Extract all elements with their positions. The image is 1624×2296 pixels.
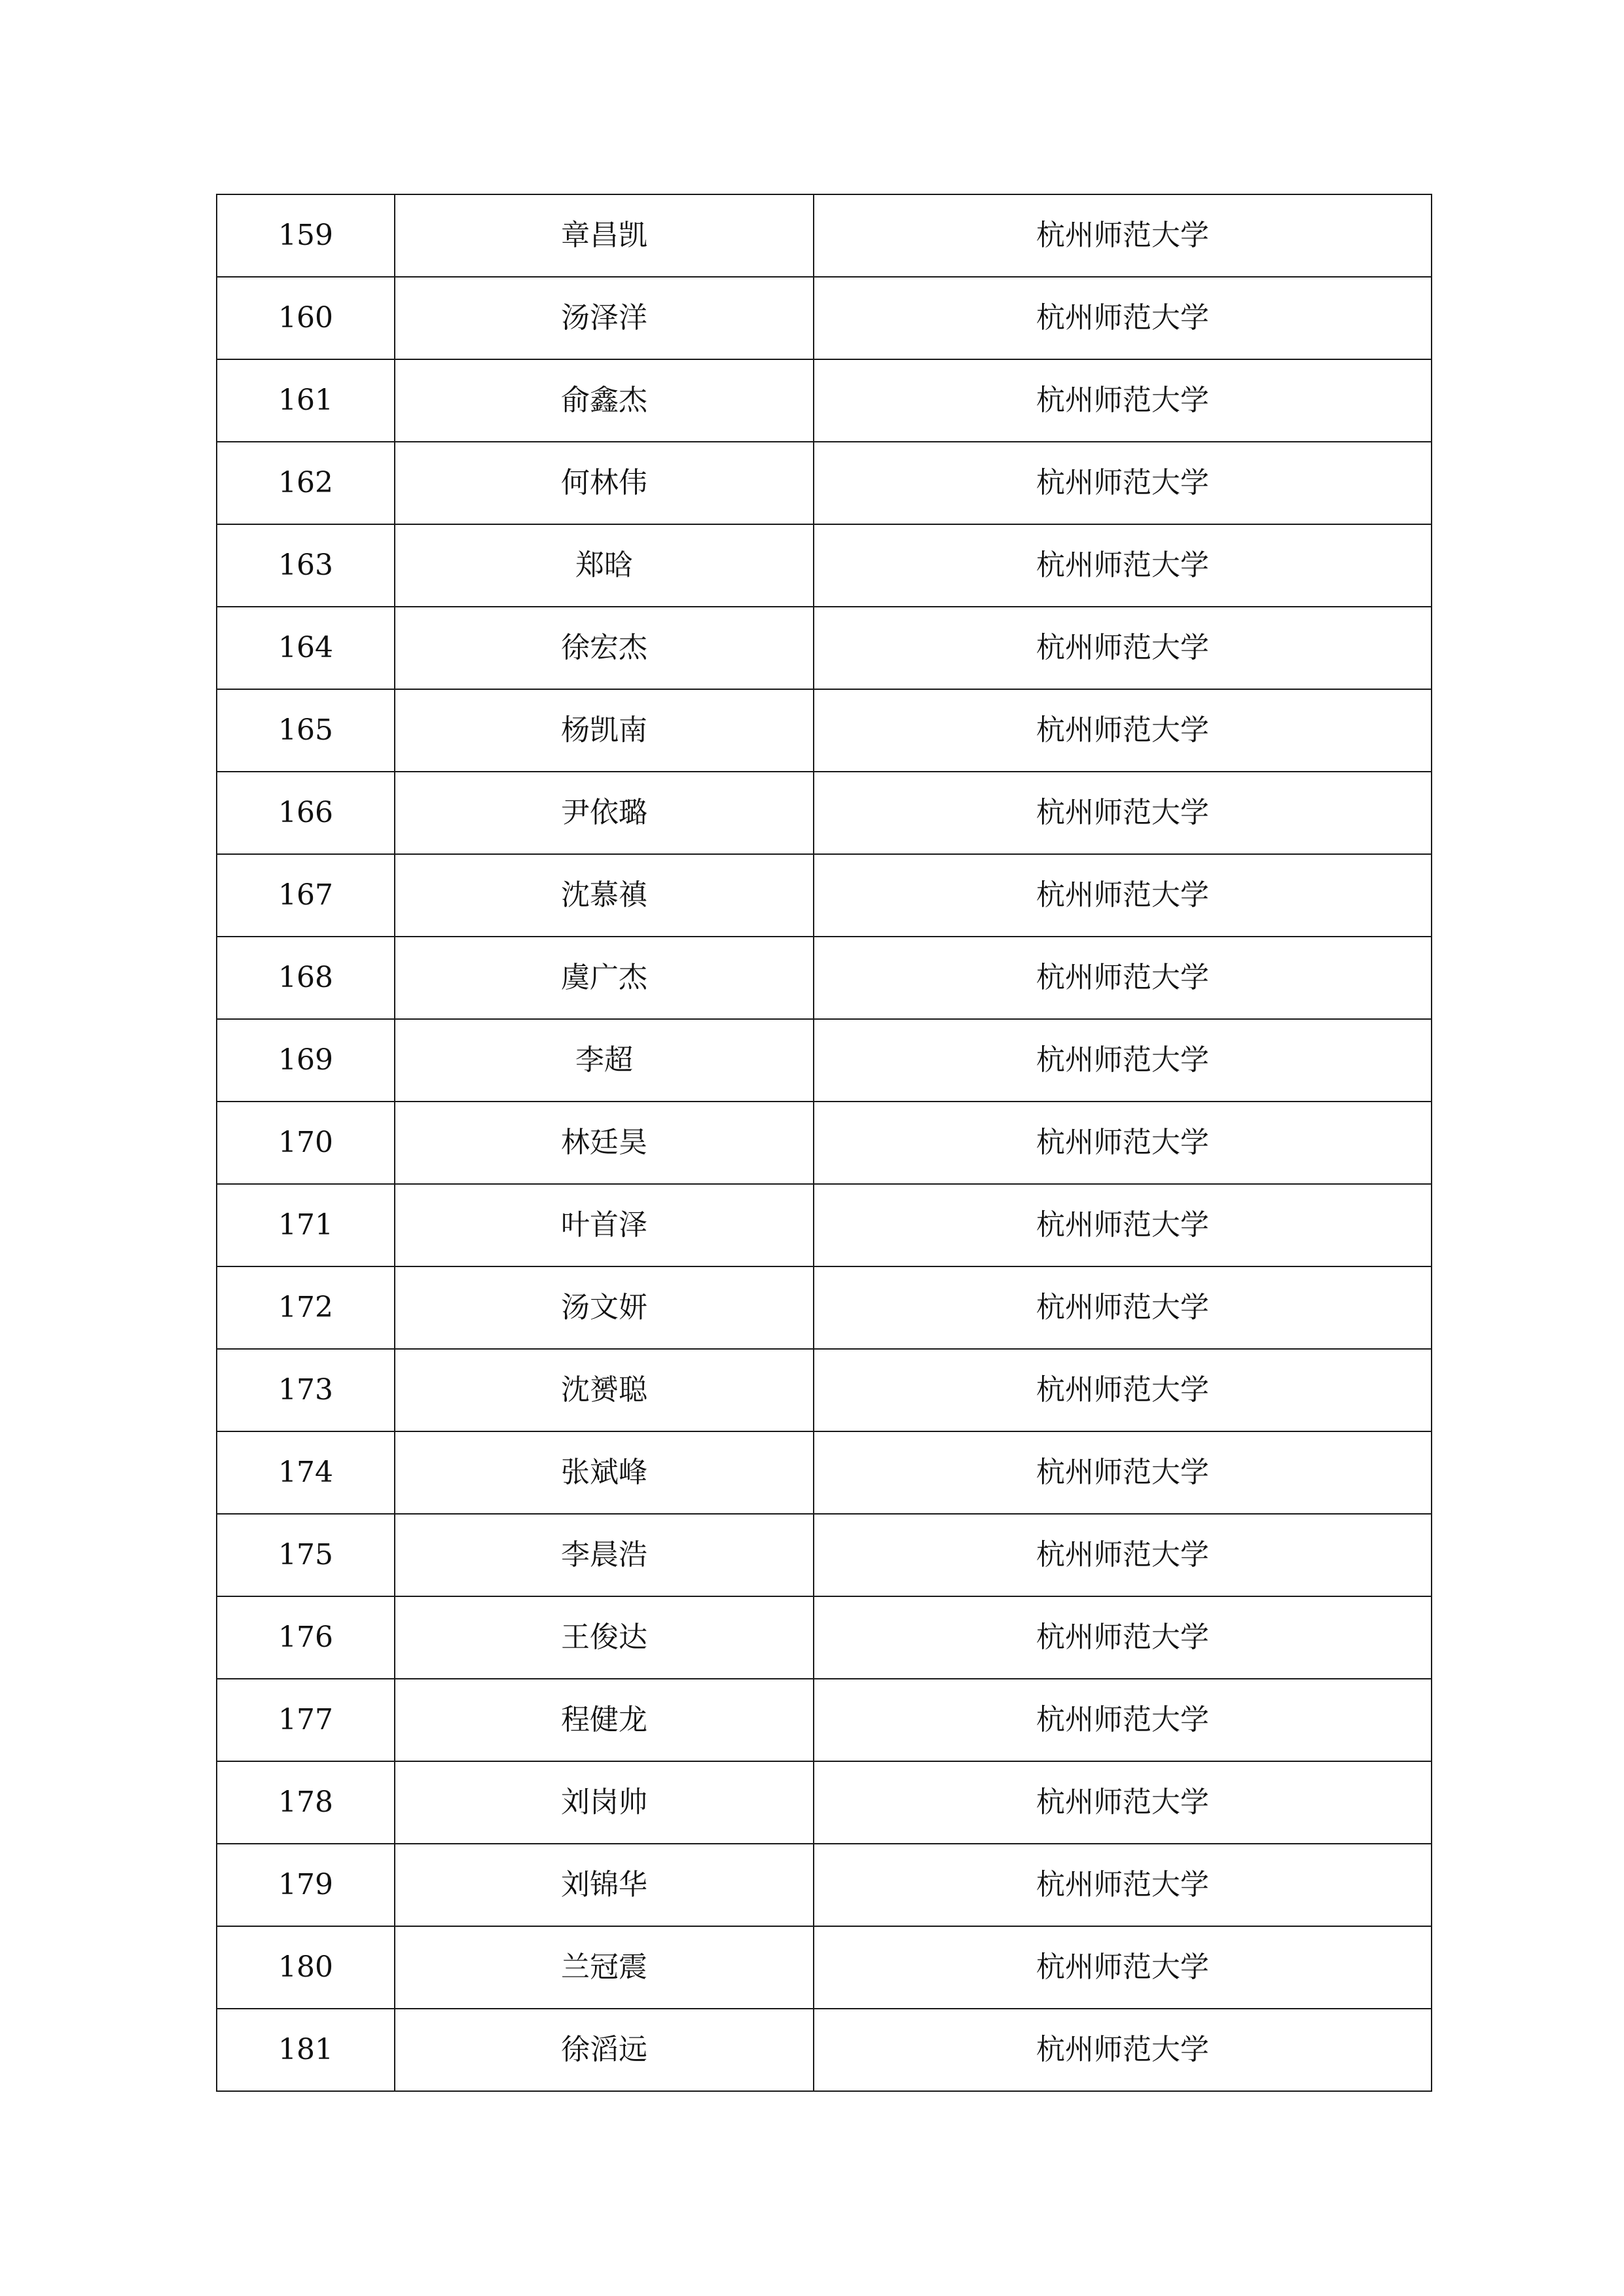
row-number: 180 bbox=[217, 1926, 395, 2009]
student-name: 张斌峰 bbox=[395, 1431, 814, 1514]
school-name: 杭州师范大学 bbox=[814, 1349, 1432, 1431]
student-name: 俞鑫杰 bbox=[395, 359, 814, 442]
row-number: 170 bbox=[217, 1102, 395, 1184]
student-name: 李超 bbox=[395, 1019, 814, 1102]
table-row bbox=[217, 1596, 1432, 1679]
school-name: 杭州师范大学 bbox=[814, 359, 1432, 442]
school-name: 杭州师范大学 bbox=[814, 1431, 1432, 1514]
school-name: 杭州师范大学 bbox=[814, 277, 1432, 359]
student-name: 刘岗帅 bbox=[395, 1761, 814, 1844]
table-row bbox=[217, 1019, 1432, 1102]
student-name: 程健龙 bbox=[395, 1679, 814, 1761]
student-name: 徐宏杰 bbox=[395, 607, 814, 689]
row-number: 165 bbox=[217, 689, 395, 772]
table-row bbox=[217, 194, 1432, 277]
table-row bbox=[217, 937, 1432, 1019]
school-name: 杭州师范大学 bbox=[814, 772, 1432, 854]
student-name: 何林伟 bbox=[395, 442, 814, 524]
row-number: 178 bbox=[217, 1761, 395, 1844]
row-number: 162 bbox=[217, 442, 395, 524]
student-name: 叶首泽 bbox=[395, 1184, 814, 1266]
school-name: 杭州师范大学 bbox=[814, 2009, 1432, 2091]
row-number: 172 bbox=[217, 1266, 395, 1349]
school-name: 杭州师范大学 bbox=[814, 607, 1432, 689]
school-name: 杭州师范大学 bbox=[814, 1596, 1432, 1679]
row-number: 166 bbox=[217, 772, 395, 854]
student-name: 沈赟聪 bbox=[395, 1349, 814, 1431]
school-name: 杭州师范大学 bbox=[814, 442, 1432, 524]
school-name: 杭州师范大学 bbox=[814, 937, 1432, 1019]
row-number: 173 bbox=[217, 1349, 395, 1431]
school-name: 杭州师范大学 bbox=[814, 1844, 1432, 1926]
table-row bbox=[217, 1679, 1432, 1761]
school-name: 杭州师范大学 bbox=[814, 194, 1432, 277]
table-row bbox=[217, 1761, 1432, 1844]
table-row bbox=[217, 524, 1432, 607]
student-name: 徐滔远 bbox=[395, 2009, 814, 2091]
student-name: 尹依璐 bbox=[395, 772, 814, 854]
roster-table bbox=[216, 194, 1432, 2092]
school-name: 杭州师范大学 bbox=[814, 1102, 1432, 1184]
table-row bbox=[217, 1266, 1432, 1349]
school-name: 杭州师范大学 bbox=[814, 1266, 1432, 1349]
school-name: 杭州师范大学 bbox=[814, 689, 1432, 772]
row-number: 160 bbox=[217, 277, 395, 359]
school-name: 杭州师范大学 bbox=[814, 1019, 1432, 1102]
school-name: 杭州师范大学 bbox=[814, 1679, 1432, 1761]
table-row bbox=[217, 1102, 1432, 1184]
roster-body bbox=[217, 194, 1432, 2091]
school-name: 杭州师范大学 bbox=[814, 1184, 1432, 1266]
table-row bbox=[217, 1431, 1432, 1514]
table-row bbox=[217, 277, 1432, 359]
student-name: 杨凯南 bbox=[395, 689, 814, 772]
table-row bbox=[217, 1514, 1432, 1596]
row-number: 175 bbox=[217, 1514, 395, 1596]
row-number: 169 bbox=[217, 1019, 395, 1102]
table-row bbox=[217, 359, 1432, 442]
student-name: 刘锦华 bbox=[395, 1844, 814, 1926]
table-row bbox=[217, 772, 1432, 854]
school-name: 杭州师范大学 bbox=[814, 1926, 1432, 2009]
student-name: 兰冠震 bbox=[395, 1926, 814, 2009]
table-row bbox=[217, 607, 1432, 689]
school-name: 杭州师范大学 bbox=[814, 524, 1432, 607]
student-name: 章昌凯 bbox=[395, 194, 814, 277]
table-row bbox=[217, 1349, 1432, 1431]
table-row bbox=[217, 1926, 1432, 2009]
row-number: 163 bbox=[217, 524, 395, 607]
table-row bbox=[217, 1184, 1432, 1266]
row-number: 181 bbox=[217, 2009, 395, 2091]
row-number: 168 bbox=[217, 937, 395, 1019]
student-name: 汤文妍 bbox=[395, 1266, 814, 1349]
student-name: 郑晗 bbox=[395, 524, 814, 607]
table-row bbox=[217, 442, 1432, 524]
school-name: 杭州师范大学 bbox=[814, 854, 1432, 937]
table-row bbox=[217, 854, 1432, 937]
table-row bbox=[217, 689, 1432, 772]
row-number: 174 bbox=[217, 1431, 395, 1514]
row-number: 171 bbox=[217, 1184, 395, 1266]
row-number: 179 bbox=[217, 1844, 395, 1926]
student-name: 王俊达 bbox=[395, 1596, 814, 1679]
table-row bbox=[217, 2009, 1432, 2091]
row-number: 167 bbox=[217, 854, 395, 937]
student-name: 林廷昊 bbox=[395, 1102, 814, 1184]
student-name: 汤泽洋 bbox=[395, 277, 814, 359]
row-number: 176 bbox=[217, 1596, 395, 1679]
school-name: 杭州师范大学 bbox=[814, 1761, 1432, 1844]
row-number: 161 bbox=[217, 359, 395, 442]
school-name: 杭州师范大学 bbox=[814, 1514, 1432, 1596]
student-name: 李晨浩 bbox=[395, 1514, 814, 1596]
table-row bbox=[217, 1844, 1432, 1926]
row-number: 164 bbox=[217, 607, 395, 689]
student-name: 沈慕禛 bbox=[395, 854, 814, 937]
row-number: 159 bbox=[217, 194, 395, 277]
row-number: 177 bbox=[217, 1679, 395, 1761]
student-name: 虞广杰 bbox=[395, 937, 814, 1019]
